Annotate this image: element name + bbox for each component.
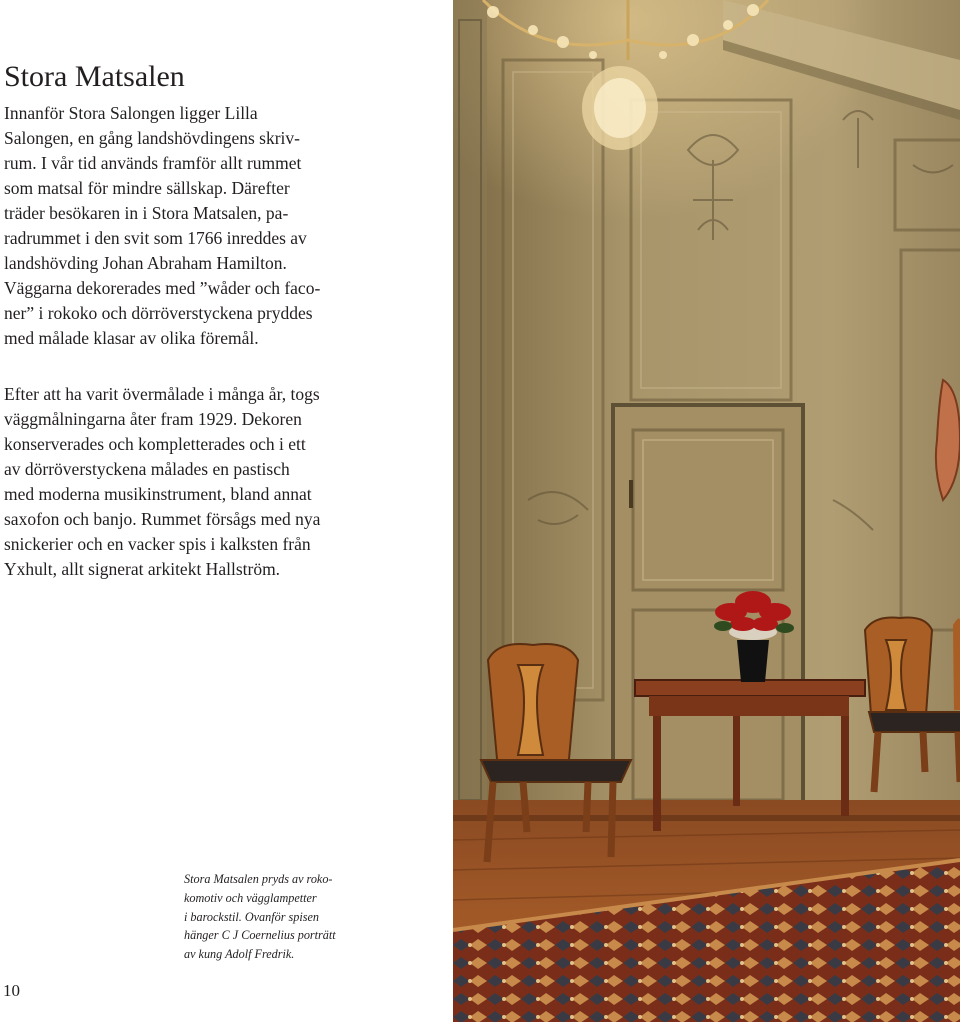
dining-room-photo [453,0,960,1022]
body-paragraph-2 [4,382,320,582]
caption-line: i barockstil. Ovanför spisen [184,909,319,924]
text-line: landshövding Johan Abraham Hamilton. [4,253,287,273]
text-line: som matsal för mindre sällskap. Därefter [4,178,290,198]
page-number: 10 [3,981,20,1000]
text-line: med målade klasar av olika föremål. [4,328,259,348]
caption-line: av kung Adolf Fredrik. [184,947,295,962]
text-line: med moderna musikinstrument, bland annat [4,484,312,504]
text-line: Väggarna dekorerades med ”wåder och faco- [4,278,321,298]
text-line: väggmålningarna åter fram 1929. Dekoren [4,409,302,429]
text-line: ner” i rokoko och dörröverstyckena pryddes [4,303,313,323]
text-line: saxofon och banjo. Rummet försågs med nya [4,509,321,529]
text-line: Innanför Stora Salongen ligger Lilla [4,103,258,123]
text-line: av dörröverstyckena målades en pastisch [4,459,290,479]
text-line: rum. I vår tid används framför allt rummet [4,153,302,173]
text-line: radrummet i den svit som 1766 inreddes av [4,228,307,248]
text-line: konserverades och kompletterades och i ett [4,434,306,454]
caption-line: hänger C J Coernelius porträtt [184,928,336,943]
text-line: Salongen, en gång landshövdingens skriv- [4,128,300,148]
photo-caption [184,870,336,964]
caption-line: Stora Matsalen pryds av roko- [184,872,333,886]
text-line: Efter att ha varit övermålade i många år, togs [4,384,320,404]
caption-line: komotiv och vägglampetter [184,890,317,905]
text-line: snickerier och en vacker spis i kalksten från [4,534,311,554]
text-line: Yxhult, allt signerat arkitekt Hallström. [4,559,281,579]
text-line: träder besökaren in i Stora Matsalen, pa- [4,203,289,223]
page-title: Stora Matsalen [4,60,185,93]
body-paragraph-1 [4,101,320,351]
